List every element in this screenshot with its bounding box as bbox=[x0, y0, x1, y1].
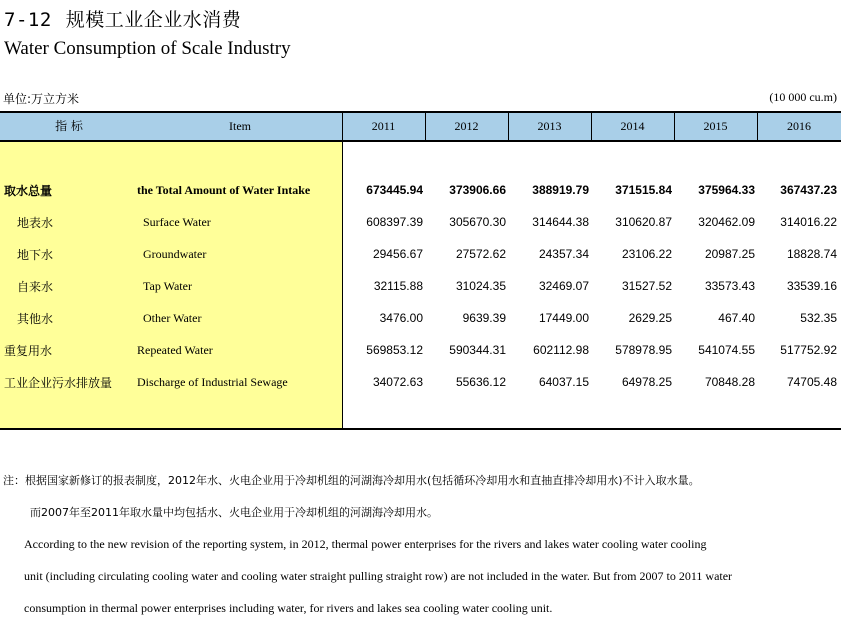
value-2016: 33539.16 bbox=[786, 279, 837, 293]
table-bottom-rule bbox=[0, 428, 841, 430]
page-title-en: Water Consumption of Scale Industry bbox=[4, 38, 291, 59]
value-2016: 314016.22 bbox=[780, 215, 837, 229]
value-2013: 17449.00 bbox=[538, 311, 589, 325]
row-label-en: Discharge of Industrial Sewage bbox=[137, 375, 288, 389]
row-label-zh: 工业企业污水排放量 bbox=[4, 376, 113, 390]
footnote-zh-2: 而2007年至2011年取水量中均包括水、火电企业用于冷却机组的河湖海冷却用水。 bbox=[30, 506, 438, 519]
column-divider bbox=[674, 111, 675, 142]
value-2012: 9639.39 bbox=[462, 311, 506, 325]
footnote-en-1: According to the new revision of the reporting system, in 2012, thermal power enterprises for the rivers and lakes water cooling water cooling bbox=[24, 537, 707, 551]
value-2016: 517752.92 bbox=[780, 343, 837, 357]
table-number: 7-12 bbox=[4, 9, 52, 31]
row-label-en: Tap Water bbox=[143, 279, 192, 293]
value-2016: 367437.23 bbox=[780, 183, 837, 197]
header-item-zh: 指 标 bbox=[55, 119, 83, 133]
row-label-zh: 自来水 bbox=[17, 280, 54, 294]
row-label-en: Groundwater bbox=[143, 247, 207, 261]
table-row-total-intake bbox=[0, 182, 841, 200]
table-row-other-water bbox=[0, 310, 841, 328]
unit-label-en: (10 000 cu.m) bbox=[769, 90, 837, 104]
column-divider bbox=[757, 111, 758, 142]
value-2016: 74705.48 bbox=[786, 375, 837, 389]
footnote-en-3: consumption in thermal power enterprises including water, for rivers and lakes sea cooling water cooling unit. bbox=[24, 601, 553, 615]
value-2014: 310620.87 bbox=[615, 215, 672, 229]
value-2014: 31527.52 bbox=[621, 279, 672, 293]
value-2011: 569853.12 bbox=[366, 343, 423, 357]
value-2015: 20987.25 bbox=[704, 247, 755, 261]
value-2014: 23106.22 bbox=[621, 247, 672, 261]
value-2013: 314644.38 bbox=[532, 215, 589, 229]
row-label-zh: 地下水 bbox=[17, 248, 54, 262]
column-divider bbox=[508, 111, 509, 142]
value-2015: 467.40 bbox=[718, 311, 755, 325]
page-title-zh bbox=[4, 5, 241, 32]
header-year-2011: 2011 bbox=[371, 119, 396, 133]
column-divider bbox=[591, 111, 592, 142]
value-2014: 371515.84 bbox=[615, 183, 672, 197]
value-2015: 541074.55 bbox=[698, 343, 755, 357]
row-label-zh: 其他水 bbox=[17, 312, 54, 326]
footnote-zh-1: 注：根据国家新修订的报表制度，2012年水、火电企业用于冷却机组的河湖海冷却用水(包括循环冷却用水和直抽直排冷却用水)不计入取水量。 bbox=[3, 474, 700, 487]
value-2013: 388919.79 bbox=[532, 183, 589, 197]
unit-label-zh: 单位:万立方米 bbox=[3, 92, 80, 106]
value-2013: 32469.07 bbox=[538, 279, 589, 293]
row-label-en: Surface Water bbox=[143, 215, 211, 229]
value-2015: 320462.09 bbox=[698, 215, 755, 229]
table-row-repeated-water bbox=[0, 342, 841, 360]
value-2013: 64037.15 bbox=[538, 375, 589, 389]
row-label-en: Repeated Water bbox=[137, 343, 213, 357]
table-row-tap-water bbox=[0, 278, 841, 296]
table-header bbox=[0, 111, 841, 142]
value-2012: 31024.35 bbox=[455, 279, 506, 293]
data-table bbox=[0, 111, 841, 430]
value-2012: 27572.62 bbox=[455, 247, 506, 261]
value-2013: 602112.98 bbox=[533, 343, 589, 357]
value-2011: 32115.88 bbox=[373, 279, 423, 293]
value-2012: 305670.30 bbox=[449, 215, 506, 229]
row-label-en: Other Water bbox=[143, 311, 202, 325]
header-year-2014: 2014 bbox=[620, 119, 645, 133]
value-2011: 3476.00 bbox=[379, 311, 423, 325]
value-2015: 33573.43 bbox=[704, 279, 755, 293]
value-2011: 673445.94 bbox=[366, 183, 423, 197]
row-label-en: the Total Amount of Water Intake bbox=[137, 183, 311, 197]
table-row-surface-water bbox=[0, 214, 841, 232]
value-2016: 532.35 bbox=[800, 311, 837, 325]
table-row-groundwater bbox=[0, 246, 841, 264]
value-2016: 18828.74 bbox=[786, 247, 837, 261]
value-2012: 590344.31 bbox=[449, 343, 506, 357]
title-zh-text: 规模工业企业水消费 bbox=[65, 9, 242, 31]
value-2011: 34072.63 bbox=[372, 375, 423, 389]
row-label-zh: 重复用水 bbox=[4, 344, 53, 358]
value-2014: 64978.25 bbox=[621, 375, 672, 389]
value-2012: 373906.66 bbox=[449, 183, 506, 197]
header-year-2015: 2015 bbox=[703, 119, 728, 133]
value-2011: 29456.67 bbox=[372, 247, 423, 261]
value-2014: 578978.95 bbox=[615, 343, 672, 357]
footnote-en-2: unit (including circulating cooling water and cooling water straight pulling straight row) are not included in the water. But from 2007 to 2011 water bbox=[24, 569, 733, 583]
value-2011: 608397.39 bbox=[366, 215, 423, 229]
header-year-2016: 2016 bbox=[787, 119, 811, 133]
header-year-2013: 2013 bbox=[537, 119, 562, 133]
row-label-zh: 取水总量 bbox=[4, 184, 53, 198]
value-2015: 70848.28 bbox=[704, 375, 755, 389]
table-row-sewage-discharge bbox=[0, 374, 841, 392]
value-2014: 2629.25 bbox=[628, 311, 672, 325]
header-item-en: Item bbox=[229, 119, 251, 133]
value-2013: 24357.34 bbox=[538, 247, 589, 261]
value-2012: 55636.12 bbox=[455, 375, 506, 389]
column-divider bbox=[425, 111, 426, 142]
value-2015: 375964.33 bbox=[698, 183, 755, 197]
header-year-2012: 2012 bbox=[454, 119, 479, 133]
row-label-zh: 地表水 bbox=[17, 216, 54, 230]
